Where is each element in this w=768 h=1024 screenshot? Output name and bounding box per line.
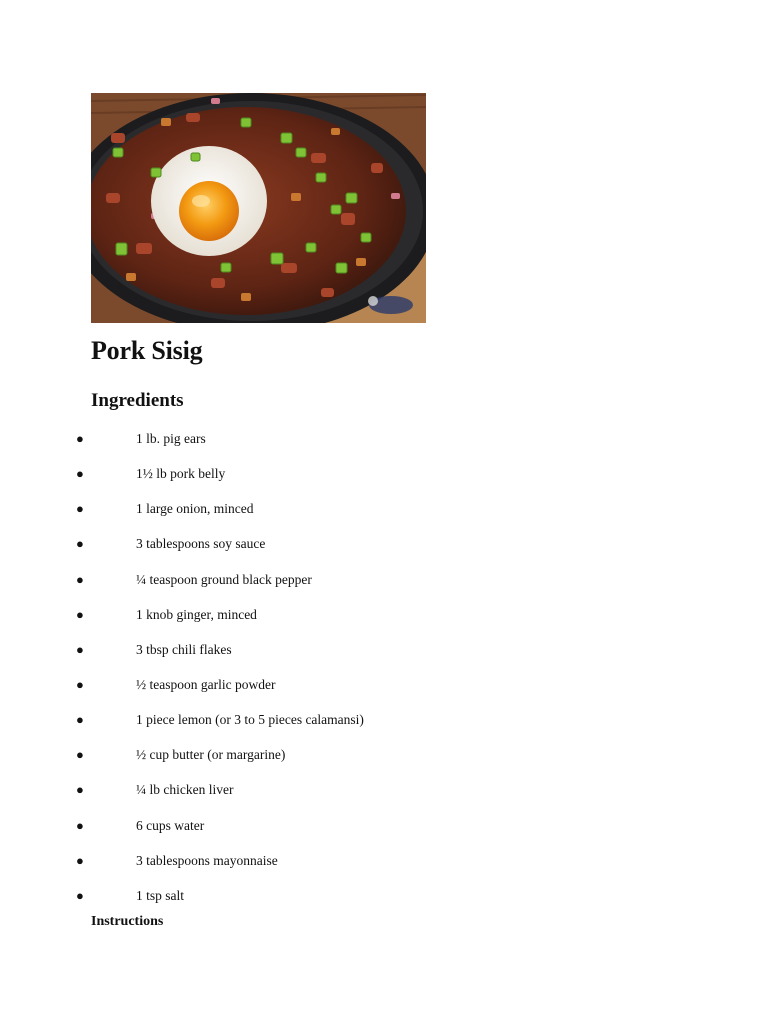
recipe-title: Pork Sisig: [91, 336, 203, 365]
ingredient-item: [0, 562, 768, 597]
ingredient-item: [0, 702, 768, 737]
ingredient-item: [0, 421, 768, 456]
ingredient-text: ½ cup butter (or margarine): [136, 747, 286, 763]
ingredient-text: 1 large onion, minced: [136, 501, 254, 517]
ingredient-text: 1 piece lemon (or 3 to 5 pieces calamansi): [136, 712, 364, 728]
ingredient-item: [0, 808, 768, 843]
bullet-icon: ●: [76, 852, 84, 868]
ingredient-text: 6 cups water: [136, 817, 205, 833]
bullet-icon: ●: [76, 606, 84, 622]
ingredient-text: ¼ teaspoon ground black pepper: [136, 571, 312, 587]
ingredient-text: 3 tablespoons mayonnaise: [136, 852, 278, 868]
ingredient-item: [0, 526, 768, 561]
ingredient-text: 1 knob ginger, minced: [136, 606, 257, 622]
ingredient-text: 1 lb. pig ears: [136, 431, 206, 446]
ingredient-item: [0, 772, 768, 807]
bullet-icon: ●: [76, 887, 84, 903]
bullet-icon: ●: [76, 466, 84, 482]
ingredient-text: 3 tbsp chili flakes: [136, 641, 232, 657]
ingredients-list: [0, 421, 768, 913]
bullet-icon: ●: [76, 747, 84, 763]
bullet-icon: ●: [76, 501, 84, 517]
bullet-icon: ●: [76, 641, 84, 657]
ingredient-item: [0, 878, 768, 913]
bullet-icon: ●: [76, 782, 84, 798]
ingredients-heading: Ingredients: [91, 390, 184, 411]
ingredient-text: 3 tablespoons soy sauce: [136, 536, 266, 552]
ingredient-item: [0, 491, 768, 526]
bullet-icon: ●: [76, 571, 84, 587]
bullet-icon: ●: [76, 536, 84, 552]
ingredient-item: [0, 632, 768, 667]
bullet-icon: ●: [76, 817, 84, 833]
ingredient-item: [0, 843, 768, 878]
bullet-icon: ●: [76, 676, 84, 692]
ingredient-text: 1 tsp salt: [136, 887, 185, 903]
ingredient-item: [0, 737, 768, 772]
ingredient-item: [0, 456, 768, 491]
bullet-icon: ●: [76, 712, 84, 728]
instructions-heading: Instructions: [91, 914, 164, 929]
sisig-image: [91, 93, 426, 323]
bullet-icon: ●: [76, 431, 84, 446]
ingredient-text: ¼ lb chicken liver: [136, 782, 234, 798]
recipe-photo: [91, 93, 426, 323]
ingredient-item: [0, 667, 768, 702]
ingredient-item: [0, 597, 768, 632]
ingredient-text: ½ teaspoon garlic powder: [136, 676, 276, 692]
ingredient-text: 1½ lb pork belly: [136, 466, 226, 482]
